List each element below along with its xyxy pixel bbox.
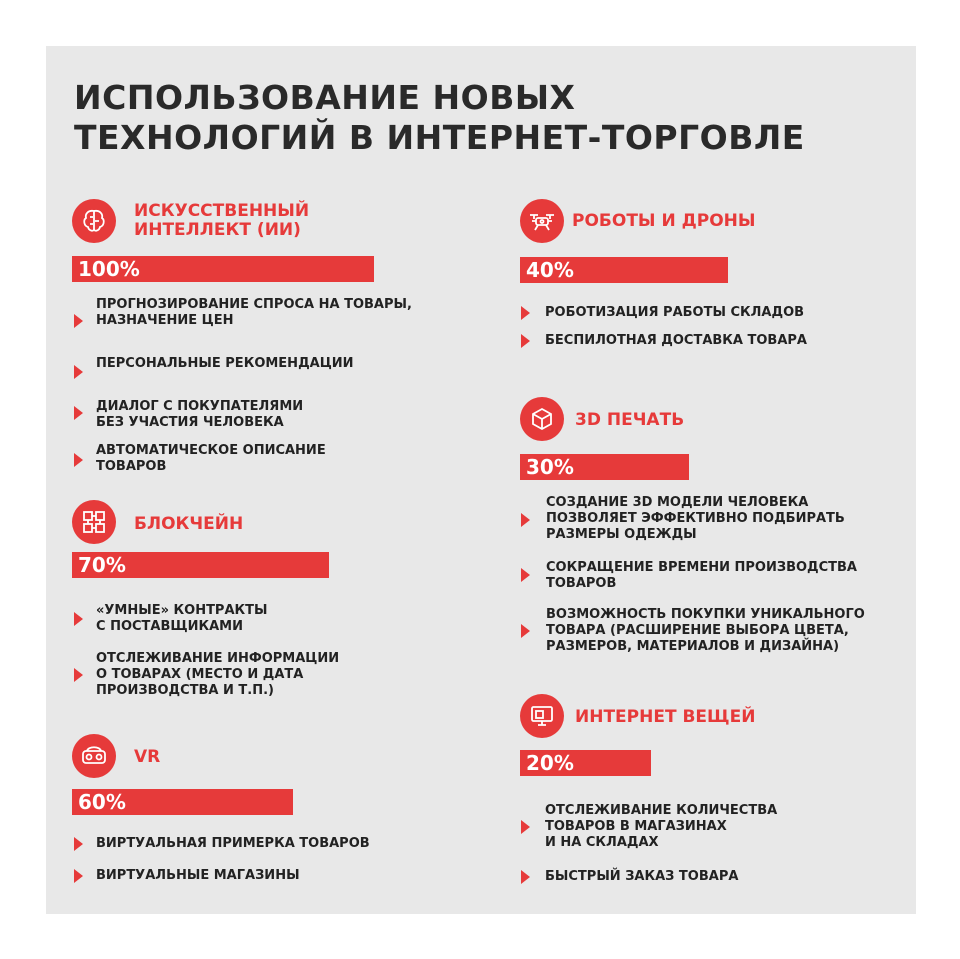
bullet-icon <box>521 568 530 582</box>
infographic-panel <box>46 46 916 914</box>
list-item: «УМНЫЕ» КОНТРАКТЫ С ПОСТАВЩИКАМИ <box>96 603 268 634</box>
bullet-icon <box>521 820 530 834</box>
section-title-vr: VR <box>134 747 161 767</box>
progress-bar-iot <box>520 750 651 776</box>
progress-bar-robots <box>520 257 728 283</box>
progress-label-vr: 60% <box>78 790 126 814</box>
progress-label-3d-print: 30% <box>526 455 574 479</box>
bullet-icon <box>74 668 83 682</box>
bullet-icon <box>74 453 83 467</box>
section-title-robots: РОБОТЫ И ДРОНЫ <box>572 211 756 231</box>
list-item: РОБОТИЗАЦИЯ РАБОТЫ СКЛАДОВ <box>545 305 805 320</box>
progress-bar-ai <box>72 256 374 282</box>
section-title-ai: ИСКУССТВЕННЫЙ ИНТЕЛЛЕКТ (ИИ) <box>134 201 310 240</box>
list-item: ВИРТУАЛЬНАЯ ПРИМЕРКА ТОВАРОВ <box>96 836 370 851</box>
section-title-iot: ИНТЕРНЕТ ВЕЩЕЙ <box>575 707 756 727</box>
progress-label-robots: 40% <box>526 258 574 282</box>
progress-bar-3d-print <box>520 454 689 480</box>
list-item: ПЕРСОНАЛЬНЫЕ РЕКОМЕНДАЦИИ <box>96 356 354 371</box>
list-item: БЫСТРЫЙ ЗАКАЗ ТОВАРА <box>545 869 739 884</box>
bullet-icon <box>521 306 530 320</box>
bullet-icon <box>74 365 83 379</box>
section-title-blockchain: БЛОКЧЕЙН <box>134 514 244 534</box>
iot-device-icon <box>520 694 564 738</box>
bullet-icon <box>521 870 530 884</box>
progress-bar-vr <box>72 789 293 815</box>
list-item: БЕСПИЛОТНАЯ ДОСТАВКА ТОВАРА <box>545 333 807 348</box>
bullet-icon <box>521 334 530 348</box>
bullet-icon <box>74 314 83 328</box>
bullet-icon <box>521 513 530 527</box>
progress-label-iot: 20% <box>526 751 574 775</box>
vr-headset-icon <box>72 734 116 778</box>
list-item: СОЗДАНИЕ 3D МОДЕЛИ ЧЕЛОВЕКА ПОЗВОЛЯЕТ ЭФФЕКТИВНО ПОДБИРАТЬ РАЗМЕРЫ ОДЕЖДЫ <box>546 495 845 542</box>
page-title-line-2: ТЕХНОЛОГИЙ В ИНТЕРНЕТ-ТОРГОВЛЕ <box>74 118 805 157</box>
brain-icon <box>72 199 116 243</box>
blockchain-icon <box>72 500 116 544</box>
list-item: СОКРАЩЕНИЕ ВРЕМЕНИ ПРОИЗВОДСТВА ТОВАРОВ <box>546 560 857 591</box>
list-item: ВИРТУАЛЬНЫЕ МАГАЗИНЫ <box>96 868 300 883</box>
list-item: ПРОГНОЗИРОВАНИЕ СПРОСА НА ТОВАРЫ, НАЗНАЧЕНИЕ ЦЕН <box>96 297 412 328</box>
list-item: ОТСЛЕЖИВАНИЕ ИНФОРМАЦИИ О ТОВАРАХ (МЕСТО И ДАТА ПРОИЗВОДСТВА И Т.П.) <box>96 651 340 698</box>
progress-label-ai: 100% <box>78 257 140 281</box>
list-item: ОТСЛЕЖИВАНИЕ КОЛИЧЕСТВА ТОВАРОВ В МАГАЗИНАХ И НА СКЛАДАХ <box>545 803 778 850</box>
section-title-3d-print: 3D ПЕЧАТЬ <box>575 410 685 430</box>
list-item: АВТОМАТИЧЕСКОЕ ОПИСАНИЕ ТОВАРОВ <box>96 443 326 474</box>
list-item: ВОЗМОЖНОСТЬ ПОКУПКИ УНИКАЛЬНОГО ТОВАРА (РАСШИРЕНИЕ ВЫБОРА ЦВЕТА, РАЗМЕРОВ, МАТЕРИАЛОВ И ДИЗАЙНА) <box>546 607 865 654</box>
bullet-icon <box>74 612 83 626</box>
bullet-icon <box>74 837 83 851</box>
progress-bar-blockchain <box>72 552 329 578</box>
bullet-icon <box>521 624 530 638</box>
3d-print-icon <box>520 397 564 441</box>
bullet-icon <box>74 869 83 883</box>
list-item: ДИАЛОГ С ПОКУПАТЕЛЯМИ БЕЗ УЧАСТИЯ ЧЕЛОВЕКА <box>96 399 304 430</box>
drone-icon <box>520 199 564 243</box>
bullet-icon <box>74 406 83 420</box>
page-title-line-1: ИСПОЛЬЗОВАНИЕ НОВЫХ <box>74 78 576 117</box>
progress-label-blockchain: 70% <box>78 553 126 577</box>
